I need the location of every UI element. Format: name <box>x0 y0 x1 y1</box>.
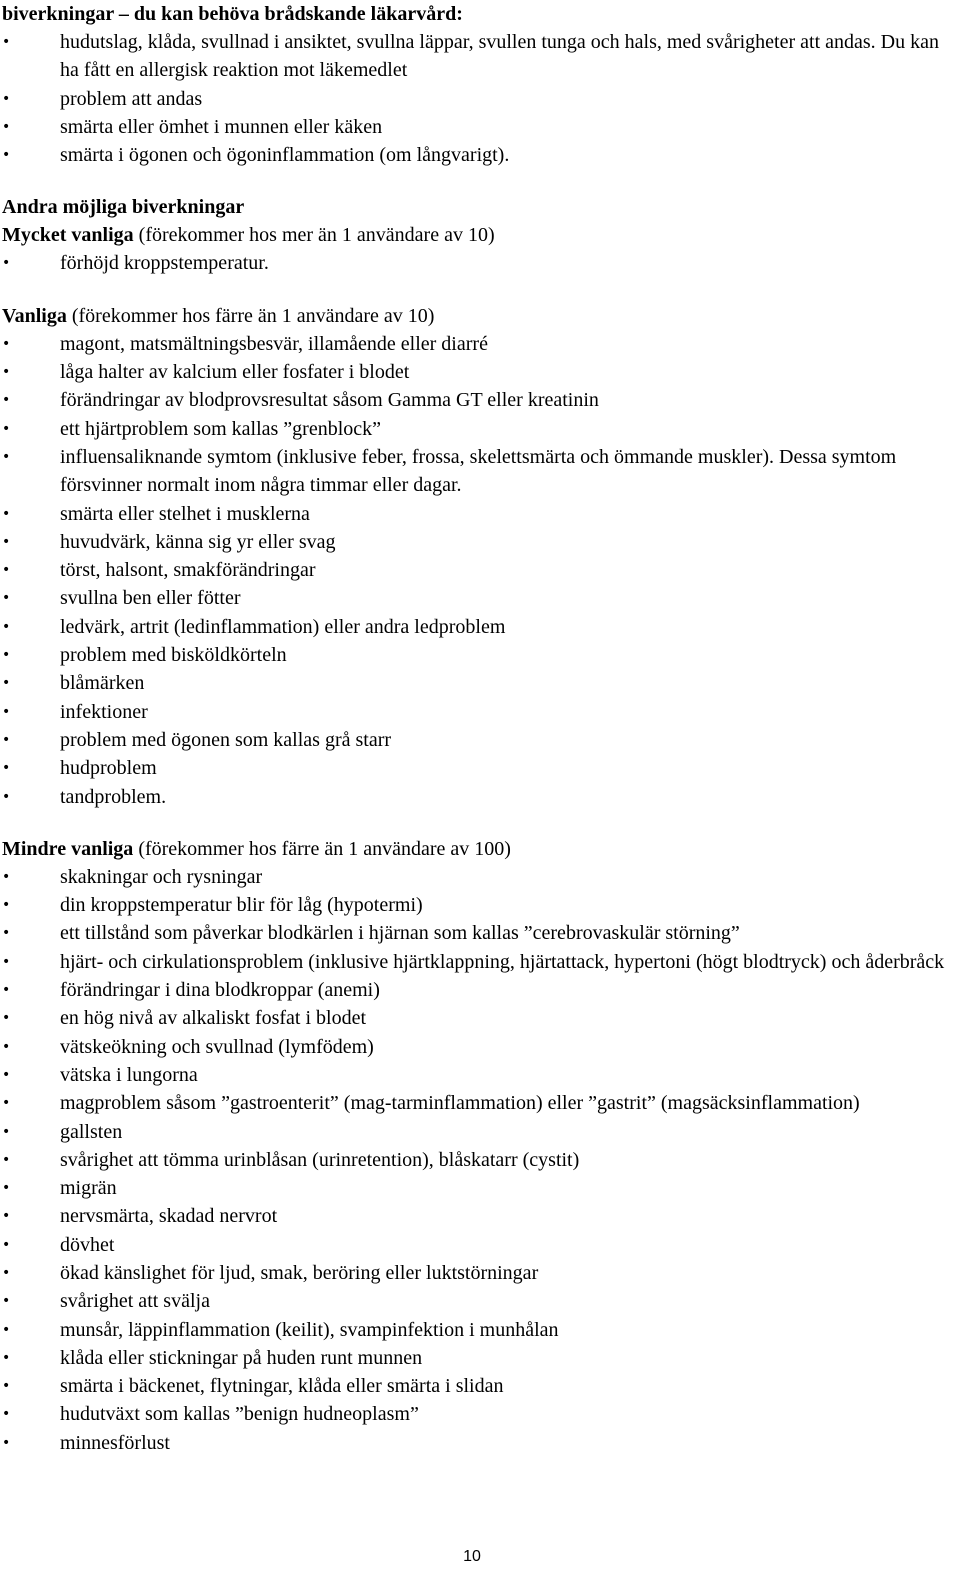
list-item-text: klåda eller stickningar på huden runt munnen <box>60 1346 423 1369</box>
bullet-icon: • <box>2 335 11 352</box>
bullet-icon: • <box>2 34 11 50</box>
list-item-text: infektioner <box>60 700 148 723</box>
list-item <box>2 358 952 386</box>
section-urgent-side-effects <box>2 0 952 169</box>
list-item <box>2 1033 952 1061</box>
list-item-text: dövhet <box>60 1233 115 1256</box>
list-item-text: hudutväxt som kallas ”benign hudneoplasm” <box>60 1403 419 1426</box>
list-item <box>2 443 952 500</box>
bullet-icon: • <box>2 1095 11 1112</box>
bullet-icon: • <box>2 1434 11 1451</box>
list-item-text: förändringar i dina blodkroppar (anemi) <box>60 979 380 1002</box>
list-item-text: problem med ögonen som kallas grå starr <box>60 728 392 751</box>
list-item <box>2 1118 952 1146</box>
list-item <box>2 386 952 414</box>
list-item <box>2 1400 952 1428</box>
bullet-icon: • <box>2 118 11 135</box>
list-item-text: ledvärk, artrit (ledinflammation) eller andra ledproblem <box>60 615 506 638</box>
list-item-text: skakningar och rysningar <box>60 865 263 888</box>
list-item <box>2 28 952 85</box>
bullet-icon: • <box>2 703 11 720</box>
bullet-icon: • <box>2 90 11 107</box>
list-item-text: låga halter av kalcium eller fosfater i blodet <box>60 361 410 384</box>
list-item <box>2 1259 952 1287</box>
list-item-text: influensaliknande symtom (inklusive feber, frossa, skelettsmärta och ömmande muskler). Dessa symtom försvinner normalt inom några timmar eller dagar. <box>60 445 897 497</box>
list-item <box>2 613 952 641</box>
list-item-text: förändringar av blodprovsresultat såsom Gamma GT eller kreatinin <box>60 389 599 412</box>
list-item-text: nervsmärta, skadad nervrot <box>60 1205 278 1228</box>
bullet-icon: • <box>2 647 11 664</box>
list-item-text: smärta i ögonen och ögoninflammation (om långvarigt). <box>60 144 510 167</box>
list-item-text: svårighet att svälja <box>60 1290 210 1313</box>
uncommon-qualifier: (förekommer hos färre än 1 användare av 100) <box>133 837 511 860</box>
bullet-icon: • <box>2 731 11 748</box>
section-common <box>2 302 952 811</box>
bullet-icon: • <box>2 1066 11 1083</box>
bullet-icon: • <box>2 255 11 272</box>
list-item-text: ökad känslighet för ljud, smak, beröring eller luktstörningar <box>60 1261 539 1284</box>
list-item <box>2 976 952 1004</box>
list-item <box>2 641 952 669</box>
bullet-icon: • <box>2 562 11 579</box>
bullet-icon: • <box>2 675 11 692</box>
list-item <box>2 919 952 947</box>
very-common-qualifier: (förekommer hos mer än 1 användare av 10) <box>133 224 495 247</box>
list-item-text: förhöjd kroppstemperatur. <box>60 252 269 275</box>
list-item <box>2 1174 952 1202</box>
list-item-text: hjärt- och cirkulationsproblem (inklusive hjärtklappning, hjärtattack, hypertoni (högt blodtryck) och åderbråck <box>60 950 945 973</box>
list-item-text: svullna ben eller fötter <box>60 587 241 610</box>
page-number: 10 <box>463 1548 481 1565</box>
bullet-icon: • <box>2 1293 11 1310</box>
urgent-heading: biverkningar – du kan behöva brådskande läkarvård: <box>2 3 463 25</box>
bullet-icon: • <box>2 1208 11 1225</box>
bullet-icon: • <box>2 1180 11 1197</box>
list-item-text: ett hjärtproblem som kallas ”grenblock” <box>60 417 382 440</box>
list-item <box>2 1344 952 1372</box>
bullet-icon: • <box>2 1236 11 1253</box>
bullet-icon: • <box>2 868 11 885</box>
bullet-icon: • <box>2 1038 11 1055</box>
urgent-list <box>2 28 952 169</box>
list-item <box>2 669 952 697</box>
list-item <box>2 891 952 919</box>
list-item <box>2 1061 952 1089</box>
list-item-text: blåmärken <box>60 672 145 695</box>
list-item <box>2 1429 952 1457</box>
common-label: Vanliga <box>2 304 67 327</box>
other-heading: Andra möjliga biverkningar <box>2 196 245 219</box>
very-common-list <box>2 249 952 277</box>
list-item <box>2 141 952 169</box>
list-item-text: tandproblem. <box>60 785 167 808</box>
bullet-icon: • <box>2 788 11 805</box>
list-item <box>2 528 952 556</box>
list-item-text: en hög nivå av alkaliskt fosfat i blodet <box>60 1007 367 1030</box>
bullet-icon: • <box>2 925 11 942</box>
bullet-icon: • <box>2 1123 11 1140</box>
list-item <box>2 948 952 976</box>
list-item-text: hudutslag, klåda, svullnad i ansiktet, svullna läppar, svullen tunga och hals, med svårigheter att andas. Du kan ha fått en allergisk reaktion mot läkemedlet <box>60 31 939 82</box>
list-item <box>2 330 952 358</box>
uncommon-label: Mindre vanliga <box>2 837 134 860</box>
bullet-icon: • <box>2 982 11 999</box>
list-item-text: smärta i bäckenet, flytningar, klåda eller smärta i slidan <box>60 1375 504 1398</box>
bullet-icon: • <box>2 618 11 635</box>
bullet-icon: • <box>2 1378 11 1395</box>
list-item-text: problem med bisköldkörteln <box>60 644 287 667</box>
bullet-icon: • <box>2 1264 11 1281</box>
list-item <box>2 1372 952 1400</box>
list-item-text: munsår, läppinflammation (keilit), svampinfektion i munhålan <box>60 1318 559 1341</box>
list-item <box>2 1004 952 1032</box>
bullet-icon: • <box>2 760 11 777</box>
list-item <box>2 1287 952 1315</box>
bullet-icon: • <box>2 420 11 437</box>
list-item-text: ett tillstånd som påverkar blodkärlen i hjärnan som kallas ”cerebrovaskulär störning” <box>60 922 740 945</box>
list-item <box>2 863 952 891</box>
list-item <box>2 556 952 584</box>
bullet-icon: • <box>2 392 11 409</box>
bullet-icon: • <box>2 590 11 607</box>
list-item-text: huvudvärk, känna sig yr eller svag <box>60 530 336 553</box>
list-item-text: vätskeökning och svullnad (lymfödem) <box>60 1035 374 1058</box>
list-item <box>2 754 952 782</box>
list-item <box>2 1316 952 1344</box>
bullet-icon: • <box>2 953 11 970</box>
list-item <box>2 113 952 141</box>
list-item <box>2 584 952 612</box>
bullet-icon: • <box>2 505 11 522</box>
common-qualifier: (förekommer hos färre än 1 användare av 10) <box>66 304 435 327</box>
list-item <box>2 85 952 113</box>
section-other-side-effects <box>2 193 952 277</box>
bullet-icon: • <box>2 1321 11 1338</box>
bullet-icon: • <box>2 533 11 550</box>
list-item-text: minnesförlust <box>60 1431 170 1454</box>
bullet-icon: • <box>2 897 11 914</box>
bullet-icon: • <box>2 1406 11 1423</box>
uncommon-list <box>2 863 952 1457</box>
bullet-icon: • <box>2 147 11 164</box>
list-item <box>2 1231 952 1259</box>
list-item <box>2 783 952 811</box>
uncommon-heading <box>2 835 952 863</box>
list-item-text: magont, matsmältningsbesvär, illamående eller diarré <box>60 332 488 355</box>
list-item-text: smärta eller ömhet i munnen eller käken <box>60 115 383 138</box>
document-content <box>2 0 952 1457</box>
list-item-text: smärta eller stelhet i musklerna <box>60 502 310 525</box>
list-item <box>2 726 952 754</box>
very-common-heading <box>2 221 952 249</box>
list-item <box>2 1146 952 1174</box>
list-item-text: problem att andas <box>60 87 203 110</box>
list-item-text: törst, halsont, smakförändringar <box>60 559 316 582</box>
bullet-icon: • <box>2 448 11 465</box>
list-item <box>2 1202 952 1230</box>
list-item <box>2 249 952 277</box>
list-item <box>2 500 952 528</box>
bullet-icon: • <box>2 364 11 381</box>
list-item-text: din kroppstemperatur blir för låg (hypotermi) <box>60 894 423 917</box>
very-common-label: Mycket vanliga <box>2 224 134 247</box>
list-item-text: vätska i lungorna <box>60 1063 198 1086</box>
list-item-text: migrän <box>60 1177 117 1200</box>
list-item-text: hudproblem <box>60 757 157 780</box>
list-item <box>2 698 952 726</box>
bullet-icon: • <box>2 1151 11 1168</box>
list-item-text: svårighet att tömma urinblåsan (urinretention), blåskatarr (cystit) <box>60 1148 580 1171</box>
list-item-text: gallsten <box>60 1120 123 1143</box>
common-list <box>2 330 952 811</box>
list-item-text: magproblem såsom ”gastroenterit” (mag-tarminflammation) eller ”gastrit” (magsäcksinflammation) <box>60 1092 860 1115</box>
bullet-icon: • <box>2 1349 11 1366</box>
list-item <box>2 1089 952 1117</box>
list-item <box>2 415 952 443</box>
common-heading <box>2 302 952 330</box>
bullet-icon: • <box>2 1010 11 1027</box>
section-uncommon <box>2 835 952 1457</box>
